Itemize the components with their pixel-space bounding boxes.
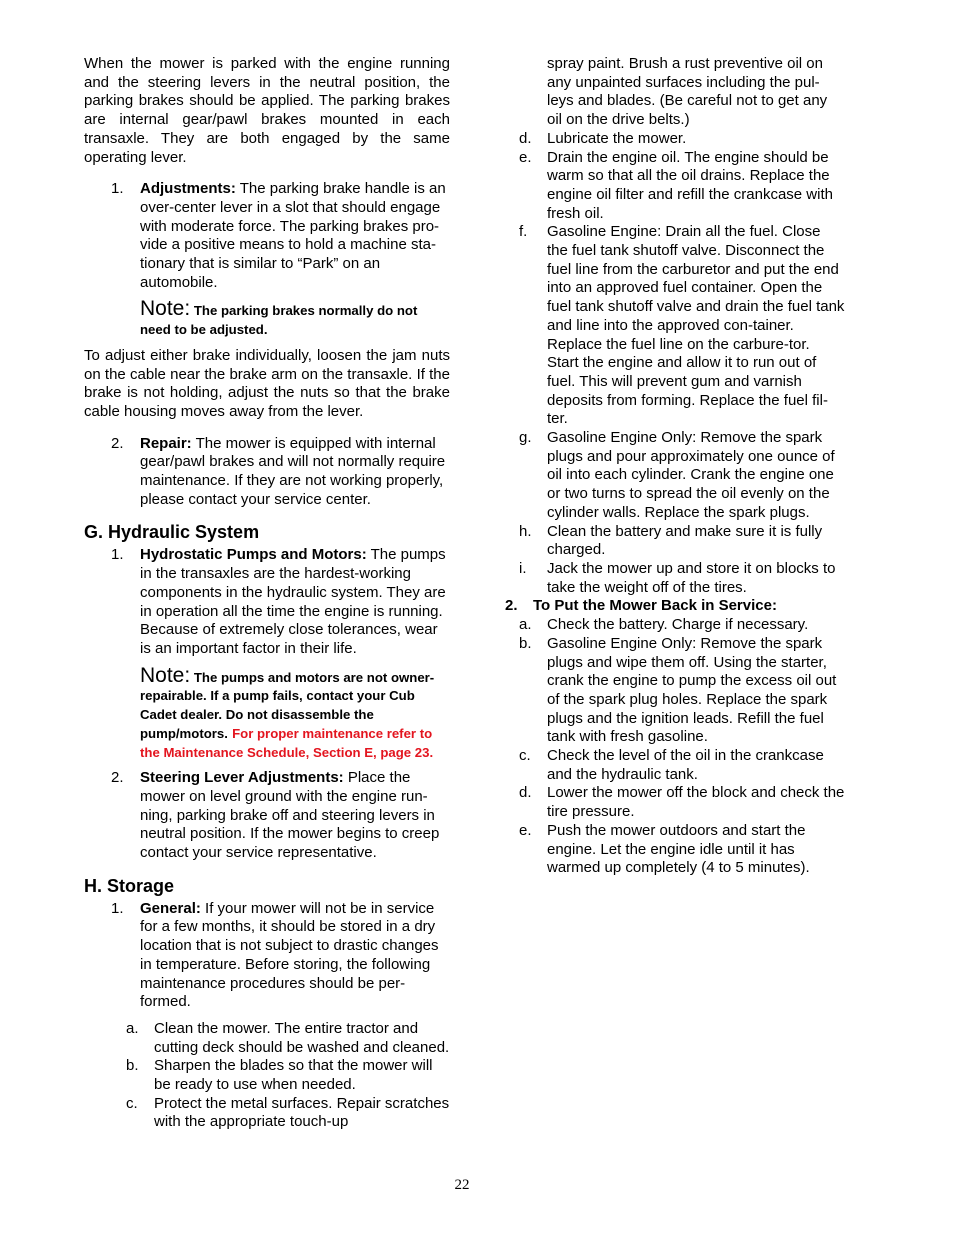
back-in-service-steps-list [505, 616, 845, 878]
parking-brake-intro: When the mower is parked with the engine running and the steering levers in the neutral position, the parking brakes should be applied. The parking brakes are internal gear/pawl brakes mounted in each transaxle. They are both engaged by the same operating lever. [84, 55, 450, 166]
list-item: d. Lower the mower off the block and check the tire pressure. [519, 784, 845, 821]
item-number: 2. [111, 769, 124, 787]
repair-item [84, 435, 450, 510]
item-text: The mower is equipped with internal gear/pawl brakes and will not normally require maintenance. If they are not working properly, please contact your service center. [140, 434, 446, 508]
list-item: f. Gasoline Engine: Drain all the fuel. Close the fuel tank shutoff valve. Disconnect the fuel line from the carburetor and put the end into an approved fuel container. Open the fuel tank shutoff valve and drain the fuel tank and line into the approved con-tainer. Replace the fuel line on the carbure-tor. Start the engine and allow it to run out of fuel. This will prevent gum and varnish deposits from forming. Replace the fuel fil-ter. [519, 223, 845, 428]
adjust-brake-paragraph: To adjust either brake individually, loosen the jam nuts on the cable near the brake arm on the transaxle. If the brake is not holding, adjust the nuts so that the brake cable housing moves away from the lever. [84, 346, 450, 420]
item-title: Hydrostatic Pumps and Motors: [140, 546, 367, 564]
item-title: To Put the Mower Back in Service: [533, 597, 777, 615]
list-item: b. Sharpen the blades so that the mower will be ready to use when needed. [126, 1057, 433, 1094]
list-item: c. Check the level of the oil in the crankcase and the hydraulic tank. [519, 747, 824, 783]
note-label: Note: [140, 663, 191, 687]
list-item: e. Drain the engine oil. The engine should be warm so that all the oil drains. Replace the engine oil filter and refill the crankcase with fresh oil. [519, 148, 833, 222]
note-text: The parking brakes normally do not need to be adjusted. [140, 303, 418, 338]
list-item: a. Clean the mower. The entire tractor and cutting deck should be washed and cleaned. [126, 1019, 450, 1056]
note-text: The pumps and motors are not owner-repairable. If a pump fails, contact your Cub Cadet dealer. Do not disassemble the pump/motors. [140, 669, 435, 741]
note-label: Note: [140, 297, 191, 321]
right-column [505, 55, 845, 878]
note-pumps-motors [84, 663, 450, 763]
item-title: Adjustments: [140, 180, 236, 198]
list-item: d. Lubricate the mower. [519, 129, 687, 147]
item-text: The parking brake handle is an over-center lever in a slot that should engage with moderate force. The parking brakes pro-vide a positive means to hold a machine sta-tionary that is similar to “Park” on an automobile. [140, 180, 446, 291]
list-item: a. Check the battery. Charge if necessary. [519, 616, 809, 634]
list-item: b. Gasoline Engine Only: Remove the spark plugs and wipe them off. Using the starter, crank the engine to pump the excess oil out of the spark plug holes. Replace the spark plugs and the ignition leads. Refill the fuel tank with fresh gasoline. [519, 634, 837, 746]
general-item [84, 900, 450, 1012]
maintenance-reference-link: For proper maintenance refer to the Maintenance Schedule, Section E, page 23. [140, 725, 434, 760]
storage-continued-text: spray paint. Brush a rust preventive oil on any unpainted surfaces including the pul-leys and blades. (Be careful not to get any oil on the drive belts.) [547, 55, 828, 129]
left-column [84, 55, 450, 1132]
item-text: If your mower will not be in service for a few months, it should be stored in a dry location that is not subject to drastic changes in temperature. Before storing, the following maintenance procedures should be per-formed. [140, 899, 439, 1011]
list-item: h. Clean the battery and make sure it is fully charged. [519, 522, 823, 559]
storage-steps-list-continued [505, 130, 845, 598]
list-item: i. Jack the mower up and store it on blocks to take the weight off of the tires. [519, 559, 836, 596]
item-number: 1. [111, 899, 124, 917]
heading-hydraulic-system: G. Hydraulic System [84, 522, 260, 543]
item-title: General: [140, 899, 201, 917]
item-text: The pumps in the transaxles are the hardest-working components in the hydraulic system. They are in operation all the time the engine is running. Because of extremely close tolerances, wear is an important factor in their life. [140, 546, 446, 657]
adjustments-item [84, 180, 450, 292]
list-item: e. Push the mower outdoors and start the engine. Let the engine idle until it has warmed up completely (4 to 5 minutes). [519, 821, 810, 877]
hydrostatic-item [84, 546, 450, 658]
note-parking-brakes [84, 297, 450, 339]
item-number: 2. [111, 434, 124, 452]
heading-storage: H. Storage [84, 875, 175, 896]
list-item: g. Gasoline Engine Only: Remove the spark plugs and pour approximately one ounce of oil into each cylinder. Crank the engine one or two turns to spread the oil evenly on the cylinder walls. Replace the spark plugs. [519, 429, 835, 521]
list-item: c. Protect the metal surfaces. Repair scratches with the appropriate touch-up [126, 1094, 450, 1131]
item-number: 1. [111, 546, 124, 564]
item-number: 1. [111, 180, 124, 198]
page-number: 22 [454, 1177, 470, 1193]
steering-lever-item [84, 769, 450, 863]
item-text: Place the mower on level ground with the engine run-ning, parking brake off and steering levers in neutral position. If the mower begins to creep contact your service representative. [140, 769, 440, 862]
back-in-service-heading [505, 597, 845, 616]
item-number: 2. [505, 597, 518, 615]
item-title: Repair: [140, 434, 192, 452]
item-title: Steering Lever Adjustments: [140, 769, 344, 787]
storage-steps-list [84, 1020, 450, 1132]
